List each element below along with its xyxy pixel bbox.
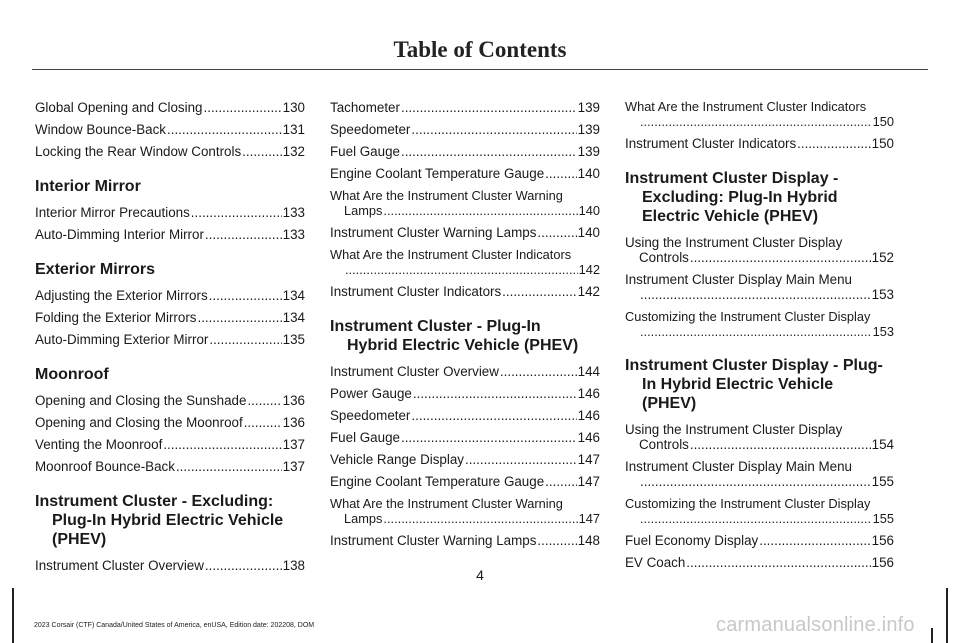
section-heading-line: (PHEV): [642, 395, 697, 412]
toc-entry[interactable]: [35, 415, 305, 431]
toc-entry-title: Customizing the Instrument Cluster Display: [625, 309, 871, 324]
toc-entry[interactable]: [625, 136, 894, 152]
toc-entry-page: 146: [577, 430, 600, 445]
toc-entry-title-cont: Lamps: [344, 203, 383, 218]
toc-entry-page: 134: [282, 310, 305, 325]
toc-entry-page: 156: [871, 533, 894, 548]
toc-entry-title: What Are the Instrument Cluster Warning: [330, 496, 563, 511]
toc-entry[interactable]: [330, 122, 600, 138]
dot-leader: [209, 332, 281, 348]
page-number: 4: [476, 567, 484, 583]
toc-entry-title: Using the Instrument Cluster Display: [625, 235, 843, 250]
dot-leader: [413, 386, 577, 402]
section-heading: [35, 177, 305, 196]
dot-leader: [537, 225, 576, 241]
toc-entry[interactable]: [35, 205, 305, 221]
dot-leader: [411, 122, 576, 138]
toc-entry-page: 139: [577, 100, 600, 115]
dot-leader: [640, 324, 872, 339]
toc-entry-continuation: [330, 511, 600, 526]
toc-entry[interactable]: [330, 430, 600, 446]
toc-entry-continuation: [625, 324, 894, 339]
toc-entry-page: 136: [282, 415, 305, 430]
dot-leader: [640, 474, 871, 489]
toc-entry-title: EV Coach: [625, 555, 686, 570]
toc-entry[interactable]: [330, 100, 600, 116]
toc-entry-title: Instrument Cluster Display Main Menu: [625, 459, 852, 474]
toc-entry-page: 137: [282, 437, 305, 452]
watermark: carmanualsonline.info: [716, 614, 915, 636]
section-heading-line: (PHEV): [52, 531, 107, 548]
toc-entry-page: 146: [577, 386, 600, 401]
toc-entry-title: Venting the Moonroof: [35, 437, 163, 452]
toc-entry-page: 137: [282, 459, 305, 474]
toc-entry[interactable]: [330, 496, 600, 526]
toc-entry-page: 139: [577, 122, 600, 137]
toc-entry-title: What Are the Instrument Cluster Warning: [330, 188, 563, 203]
toc-entry-title: Engine Coolant Temperature Gauge: [330, 166, 545, 181]
toc-entry[interactable]: [625, 533, 894, 549]
toc-entry[interactable]: [625, 496, 894, 526]
toc-entry-page: 155: [871, 474, 894, 489]
toc-column-1: [35, 95, 305, 580]
toc-entry-title: Instrument Cluster Warning Lamps: [330, 533, 537, 548]
toc-entry-title: Global Opening and Closing: [35, 100, 203, 115]
toc-entry-title: Auto-Dimming Exterior Mirror: [35, 332, 209, 347]
toc-entry-page: 153: [872, 324, 894, 339]
section-heading: [35, 260, 305, 279]
toc-entry-title: Auto-Dimming Interior Mirror: [35, 227, 204, 242]
dot-leader: [204, 100, 282, 116]
toc-entry-page: 140: [578, 203, 600, 218]
toc-entry[interactable]: [330, 408, 600, 424]
toc-column-3: [625, 95, 894, 577]
dot-leader: [537, 533, 576, 549]
toc-entry-page: 136: [282, 393, 305, 408]
toc-entry[interactable]: [330, 474, 600, 490]
dot-leader: [244, 415, 282, 431]
toc-entry-title: Instrument Cluster Display Main Menu: [625, 272, 852, 287]
toc-entry-page: 140: [577, 225, 600, 240]
toc-entry[interactable]: [35, 437, 305, 453]
toc-entry-page: 135: [282, 332, 305, 347]
toc-entry-title-cont: Controls: [639, 250, 689, 265]
toc-entry-title: Interior Mirror Precautions: [35, 205, 190, 220]
dot-leader: [640, 287, 871, 302]
toc-entry[interactable]: [330, 284, 600, 300]
dot-leader: [205, 227, 282, 243]
toc-entry-continuation: [330, 262, 600, 277]
toc-entry[interactable]: [625, 235, 894, 265]
toc-entry[interactable]: [35, 332, 305, 348]
toc-entry-title: Window Bounce-Back: [35, 122, 166, 137]
toc-entry-continuation: [625, 287, 894, 302]
dot-leader: [345, 262, 578, 277]
dot-leader: [690, 250, 871, 265]
toc-entry-page: 154: [871, 437, 894, 452]
toc-entry-continuation: [625, 474, 894, 489]
dot-leader: [465, 452, 577, 468]
dot-leader: [383, 511, 577, 526]
toc-entry-page: 156: [871, 555, 894, 570]
toc-entry-title: Opening and Closing the Moonroof: [35, 415, 243, 430]
toc-entry[interactable]: [625, 459, 894, 489]
toc-entry-title: Tachometer: [330, 100, 400, 115]
section-heading-line: Electric Vehicle (PHEV): [642, 208, 819, 225]
dot-leader: [191, 205, 282, 221]
dot-leader: [163, 437, 281, 453]
toc-entry-page: 150: [871, 136, 894, 151]
dot-leader: [640, 114, 872, 129]
dot-leader: [640, 511, 872, 526]
dot-leader: [197, 310, 281, 326]
toc-entry-title: Fuel Economy Display: [625, 533, 759, 548]
dot-leader: [383, 203, 577, 218]
dot-leader: [176, 459, 282, 475]
toc-entry-continuation: [625, 511, 894, 526]
section-heading: [625, 169, 894, 226]
dot-leader: [167, 122, 282, 138]
section-heading-line: Moonroof: [35, 366, 109, 383]
toc-entry-page: 131: [282, 122, 305, 137]
toc-entry-title: Power Gauge: [330, 386, 412, 401]
toc-entry-page: 150: [872, 114, 894, 129]
toc-entry-title: Speedometer: [330, 122, 411, 137]
dot-leader: [411, 408, 576, 424]
toc-entry[interactable]: [330, 188, 600, 218]
section-heading: [625, 356, 894, 413]
toc-entry-title: Instrument Cluster Indicators: [625, 136, 797, 151]
dot-leader: [401, 100, 577, 116]
toc-entry[interactable]: [330, 247, 600, 277]
page-title: Table of Contents: [393, 37, 567, 62]
dot-leader: [247, 393, 281, 409]
toc-entry-title-cont: Lamps: [344, 511, 383, 526]
toc-entry[interactable]: [330, 166, 600, 182]
toc-entry[interactable]: [625, 99, 894, 129]
toc-entry[interactable]: [35, 100, 305, 116]
toc-entry-page: 147: [577, 474, 600, 489]
toc-entry[interactable]: [330, 225, 600, 241]
section-heading-line: In Hybrid Electric Vehicle: [642, 376, 834, 393]
toc-entry-page: 146: [577, 408, 600, 423]
toc-entry-title: Fuel Gauge: [330, 144, 400, 159]
toc-entry-page: 142: [578, 262, 600, 277]
crop-mark-right: [946, 588, 948, 643]
dot-leader: [545, 474, 577, 490]
toc-entry-page: 140: [577, 166, 600, 181]
toc-entry-page: 144: [577, 364, 600, 379]
toc-entry[interactable]: [35, 393, 305, 409]
toc-entry-page: 133: [282, 227, 305, 242]
section-heading-line: Hybrid Electric Vehicle (PHEV): [347, 337, 579, 354]
toc-entry[interactable]: [330, 386, 600, 402]
toc-entry-title: Vehicle Range Display: [330, 452, 464, 467]
toc-entry-page: 134: [282, 288, 305, 303]
toc-entry-title: Folding the Exterior Mirrors: [35, 310, 197, 325]
toc-entry[interactable]: [35, 144, 305, 160]
toc-entry-page: 155: [872, 511, 894, 526]
dot-leader: [401, 144, 577, 160]
toc-entry-continuation: [330, 203, 600, 218]
section-heading-line: Excluding: Plug-In Hybrid: [642, 189, 838, 206]
toc-entry[interactable]: [35, 310, 305, 326]
toc-entry[interactable]: [330, 533, 600, 549]
toc-entry-page: 152: [871, 250, 894, 265]
dot-leader: [242, 144, 281, 160]
section-heading: [35, 365, 305, 384]
toc-entry-page: 138: [282, 558, 305, 573]
toc-entry-page: 139: [577, 144, 600, 159]
dot-leader: [209, 288, 282, 304]
section-heading-line: Instrument Cluster - Plug-In: [330, 318, 541, 335]
toc-entry-page: 147: [577, 452, 600, 467]
section-heading-line: Instrument Cluster Display -: [625, 170, 839, 187]
toc-entry-title: Instrument Cluster Overview: [330, 364, 499, 379]
section-heading: [35, 492, 305, 549]
dot-leader: [759, 533, 870, 549]
toc-column-2: [330, 95, 600, 555]
toc-entry-page: 130: [282, 100, 305, 115]
toc-entry[interactable]: [330, 144, 600, 160]
section-heading-line: Plug-In Hybrid Electric Vehicle: [52, 512, 284, 529]
toc-entry-title-cont: Controls: [639, 437, 689, 452]
dot-leader: [500, 364, 577, 380]
toc-entry-page: 148: [577, 533, 600, 548]
toc-entry-page: 153: [871, 287, 894, 302]
section-heading-line: Interior Mirror: [35, 178, 141, 195]
toc-entry-page: 132: [282, 144, 305, 159]
toc-entry[interactable]: [330, 364, 600, 380]
crop-mark-left: [12, 588, 14, 643]
toc-entry[interactable]: [35, 459, 305, 475]
toc-entry-continuation: [625, 250, 894, 265]
toc-entry[interactable]: [625, 422, 894, 452]
toc-entry-continuation: [625, 437, 894, 452]
toc-entry[interactable]: [35, 227, 305, 243]
dot-leader: [797, 136, 870, 152]
toc-entry-title: Locking the Rear Window Controls: [35, 144, 242, 159]
section-heading: [330, 317, 600, 355]
toc-entry[interactable]: [625, 272, 894, 302]
dot-leader: [401, 430, 577, 446]
toc-entry-title: Customizing the Instrument Cluster Display: [625, 496, 871, 511]
dot-leader: [545, 166, 577, 182]
section-heading-line: Instrument Cluster - Excluding:: [35, 493, 274, 510]
toc-entry[interactable]: [35, 288, 305, 304]
dot-leader: [690, 437, 871, 452]
toc-entry-title: Opening and Closing the Sunshade: [35, 393, 247, 408]
toc-entry-title: Using the Instrument Cluster Display: [625, 422, 843, 437]
edition-footer: 2023 Corsair (CTF) Canada/United States of America, enUSA, Edition date: 202208, DOM: [34, 622, 315, 629]
toc-entry[interactable]: [35, 122, 305, 138]
toc-entry-page: 147: [578, 511, 600, 526]
toc-entry-title: Fuel Gauge: [330, 430, 400, 445]
toc-entry-continuation: [625, 114, 894, 129]
toc-entry-title: Adjusting the Exterior Mirrors: [35, 288, 208, 303]
toc-entry-title: Speedometer: [330, 408, 411, 423]
toc-entry[interactable]: [330, 452, 600, 468]
toc-entry-title: What Are the Instrument Cluster Indicators: [625, 99, 867, 114]
section-heading-line: Exterior Mirrors: [35, 261, 156, 278]
toc-entry-title: Instrument Cluster Warning Lamps: [330, 225, 537, 240]
section-heading-line: Instrument Cluster Display - Plug-: [625, 357, 883, 374]
header-rule: [32, 69, 928, 70]
toc-entry-title: What Are the Instrument Cluster Indicators: [330, 247, 572, 262]
toc-entry-page: 142: [577, 284, 600, 299]
crop-mark-bottom: [931, 628, 933, 643]
toc-entry-title: Instrument Cluster Overview: [35, 558, 204, 573]
toc-entry-title: Instrument Cluster Indicators: [330, 284, 502, 299]
toc-entry-page: 133: [282, 205, 305, 220]
toc-entry[interactable]: [625, 309, 894, 339]
dot-leader: [502, 284, 576, 300]
toc-entry-title: Moonroof Bounce-Back: [35, 459, 175, 474]
toc-entry-title: Engine Coolant Temperature Gauge: [330, 474, 545, 489]
